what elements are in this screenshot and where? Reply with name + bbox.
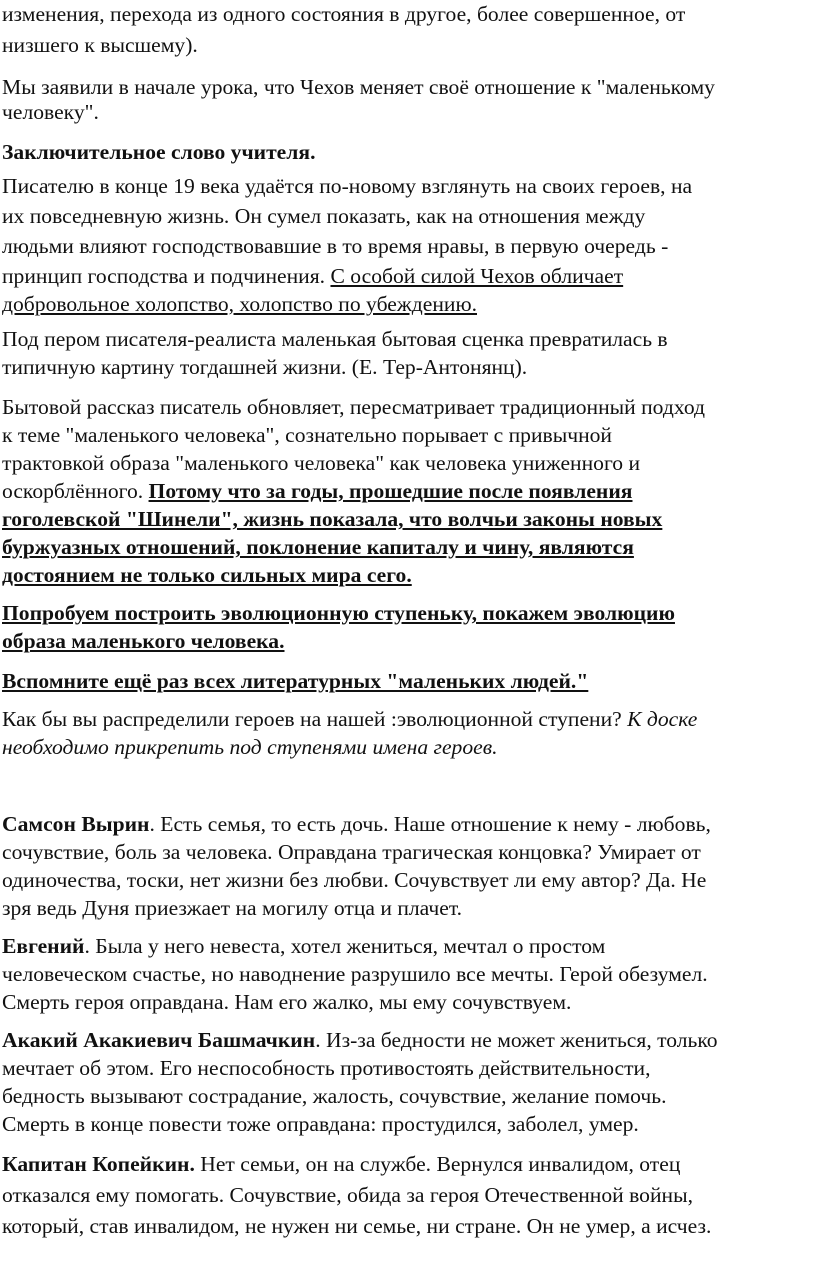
text-line	[2, 627, 285, 656]
text-run: оскорблённого.	[2, 479, 149, 503]
text-line	[2, 810, 711, 839]
text-run: К доске	[627, 707, 698, 731]
text-run: типичную картину тогдашней жизни. (Е. Тер-Антонянц).	[2, 355, 528, 379]
text-line	[2, 353, 527, 382]
text-line	[2, 1054, 651, 1083]
text-line	[2, 599, 675, 628]
text-line	[2, 232, 668, 261]
text-run: их повседневную жизнь. Он сумел показать, как на отношения между	[2, 204, 646, 228]
text-line	[2, 393, 705, 422]
text-run: образа маленького человека.	[2, 629, 285, 653]
text-line	[2, 894, 462, 923]
text-line	[2, 1212, 711, 1241]
text-line	[2, 477, 633, 506]
text-run: С особой силой Чехов обличает	[330, 264, 624, 288]
text-line	[2, 733, 498, 762]
text-run: Вспомните ещё раз всех литературных "маленьких людей."	[2, 669, 589, 693]
text-line	[2, 202, 645, 231]
text-run: к теме "маленького человека", сознательно порывает с привычной	[2, 423, 612, 447]
text-run: . Есть семья, то есть дочь. Наше отношение к нему - любовь,	[149, 812, 711, 836]
text-line	[2, 172, 692, 201]
text-run: зря ведь Дуня приезжает на могилу отца и плачет.	[2, 896, 463, 920]
text-line	[2, 138, 315, 167]
text-line	[2, 449, 640, 478]
text-run: сочувствие, боль за человека. Оправдана трагическая концовка? Умирает от	[2, 840, 701, 864]
text-run: Заключительное слово учителя.	[2, 140, 316, 164]
text-run: достоянием не только сильных мира сего.	[2, 563, 412, 587]
text-run: мечтает об этом. Его неспособность противостоять действительности,	[2, 1056, 651, 1080]
text-line	[2, 988, 571, 1017]
text-line	[2, 1082, 667, 1111]
text-run: который, став инвалидом, не нужен ни семье, ни стране. Он не умер, а исчез.	[2, 1214, 712, 1238]
text-line	[2, 325, 668, 354]
text-run: изменения, перехода из одного состояния в другое, более совершенное, от	[2, 2, 686, 26]
text-line	[2, 1181, 693, 1210]
text-run: низшего к высшему).	[2, 33, 198, 57]
text-line	[2, 705, 697, 734]
text-run: Самсон Вырин	[2, 812, 150, 836]
text-run: Смерть героя оправдана. Нам его жалко, мы ему сочувствуем.	[2, 990, 572, 1014]
text-line	[2, 505, 662, 534]
text-run: людьми влияют господствовавшие в то время нравы, в первую очередь -	[2, 234, 669, 258]
text-run: человеческом счастье, но наводнение разрушило все мечты. Герой обезумел.	[2, 962, 708, 986]
text-run: . Из-за бедности не может жениться, только	[315, 1028, 718, 1052]
text-line	[2, 932, 605, 961]
text-line	[2, 667, 588, 696]
text-run: принцип господства и подчинения.	[2, 264, 331, 288]
text-run: необходимо прикрепить под ступенями имена героев.	[2, 735, 498, 759]
text-line	[2, 960, 708, 989]
text-line	[2, 838, 701, 867]
text-run: Капитан Копейкин.	[2, 1152, 195, 1176]
text-line	[2, 31, 198, 60]
text-line	[2, 73, 715, 102]
text-run: одиночества, тоски, нет жизни без любви. Сочувствует ли ему автор? Да. Не	[2, 868, 707, 892]
text-line	[2, 561, 412, 590]
text-line	[2, 533, 634, 562]
text-line	[2, 262, 623, 291]
text-line	[2, 0, 685, 29]
text-run: Мы заявили в начале урока, что Чехов меняет своё отношение к "маленькому	[2, 75, 715, 99]
text-run: Писателю в конце 19 века удаётся по-новому взглянуть на своих героев, на	[2, 174, 693, 198]
text-run: Бытовой рассказ писатель обновляет, пересматривает традиционный подход	[2, 395, 705, 419]
text-run: буржуазных отношений, поклонение капиталу и чину, являются	[2, 535, 634, 559]
text-line	[2, 1110, 639, 1139]
text-line	[2, 866, 706, 895]
text-run: Акакий Акакиевич Башмачкин	[2, 1028, 316, 1052]
text-run: . Была у него невеста, хотел жениться, мечтал о простом	[84, 934, 606, 958]
text-run: трактовкой образа "маленького человека" как человека униженного и	[2, 451, 641, 475]
text-run: Евгений	[2, 934, 85, 958]
text-run: Смерть в конце повести тоже оправдана: простудился, заболел, умер.	[2, 1112, 639, 1136]
text-run: человеку".	[2, 100, 99, 124]
text-line	[2, 98, 99, 127]
text-run: Под пером писателя-реалиста маленькая бытовая сценка превратилась в	[2, 327, 668, 351]
text-line	[2, 1150, 680, 1179]
text-run: Нет семьи, он на службе. Вернулся инвалидом, отец	[194, 1152, 681, 1176]
text-line	[2, 1026, 718, 1055]
text-run: гоголевской "Шинели", жизнь показала, что волчьи законы новых	[2, 507, 663, 531]
text-run: Потому что за годы, прошедшие после появления	[148, 479, 633, 503]
text-run: бедность вызывают сострадание, жалость, сочувствие, желание помочь.	[2, 1084, 667, 1108]
text-run: отказался ему помогать. Сочувствие, обида за героя Отечественной войны,	[2, 1183, 693, 1207]
text-run: добровольное холопство, холопство по убеждению.	[2, 292, 477, 316]
text-run: Попробуем построить эволюционную ступеньку, покажем эволюцию	[2, 601, 675, 625]
text-line	[2, 421, 612, 450]
text-line	[2, 290, 477, 319]
text-run: Как бы вы распределили героев на нашей :эволюционной ступени?	[2, 707, 628, 731]
